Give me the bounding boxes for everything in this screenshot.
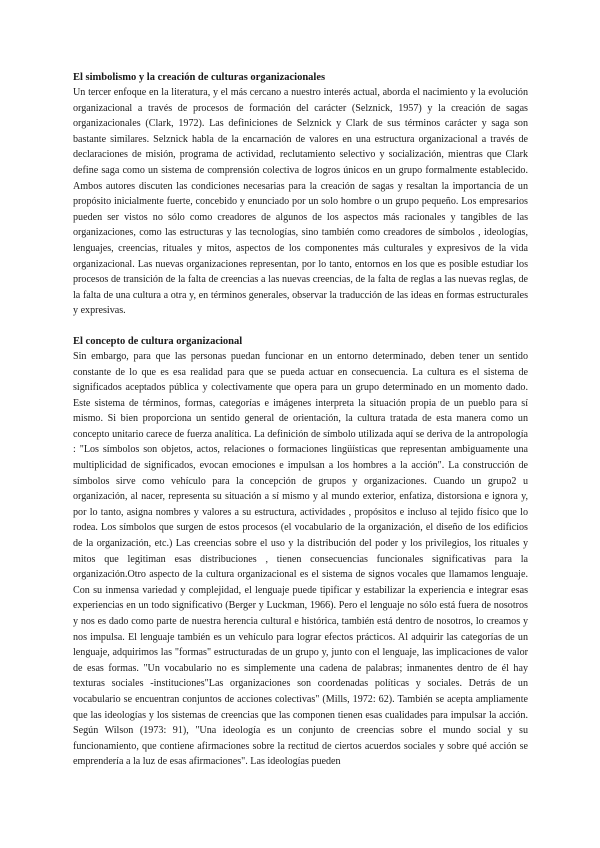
section-spacer xyxy=(73,319,528,334)
section-heading-culture-concept: El concepto de cultura organizacional xyxy=(73,335,243,347)
document-page xyxy=(73,70,528,770)
section-body-symbolism: Un tercer enfoque en la literatura, y el más cercano a nuestro interés actual, aborda el nacimiento y la evolución organizacional a través de procesos de formación del carácter (Selznick, 1957) y la creación de sagas organizacionales (Clark, 1972). Las definiciones de Selznick y Clark de sus términos carácter y saga son bastante similares. Selznick habla de la encarnación de valores en una estructura organizacional a través de declaraciones de misión, programa de actividad, reclutamiento selectivo y socialización, mientras que Clark define saga como un sistema de comprensión colectiva de logros únicos en un grupo formalmente establecido. Ambos autores discuten las condiciones necesarias para la creación de sagas y resaltan la importancia de un propósito inicialmente fuerte, concebido y enunciado por un solo hombre o un grupo pequeño. Los empresarios pueden ser vistos no sólo como creadores de algunos de los aspectos más racionales y tangibles de las organizaciones, como las estructuras y las tecnologías, sino también como creadores de símbolos , ideologías, lenguajes, creencias, rituales y mitos, aspectos de los componentes más culturales y expresivos de la vida organizacional. Las nuevas organizaciones representan, por lo tanto, entornos en los que es posible estudiar los procesos de transición de la falta de creencias a las nuevas creencias, de la falta de reglas a las nuevas reglas, de la falta de una cultura a otra y, en términos generales, observar la traducción de las ideas en formas estructurales y expresivas. xyxy=(73,87,528,317)
section-body-culture-concept: Sin embargo, para que las personas puedan funcionar en un entorno determinado, deben tener un sentido constante de lo que es esa realidad para que se pueda actuar en consecuencia. La cultura es el sistema de significados aceptados pública y colectivamente que opera para un grupo determinado en un momento dado. Este sistema de términos, formas, categorías e imágenes interpreta la situación propia de un pueblo para sí mismo. Si bien proporciona un sentido general de orientación, la cultura tratada de esta manera como un concepto unitario carece de fuerza analítica. La definición de símbolo utilizada aquí se deriva de la antropología : "Los símbolos son objetos, actos, relaciones o formaciones lingüísticas que representan ambiguamente una multiplicidad de significados, evocan emociones e impulsan a los hombres a la acción". La construcción de símbolos sirve como vehículo para la concepción de grupos y organizaciones. Cuando un grupo2 u organización, al nacer, representa su situación a sí mismo y al mundo exterior, enfatiza, distorsiona e ignora y, por lo tanto, asigna nombres y valores a su estructura, actividades , propósitos e incluso al tejido físico que lo rodea. Los símbolos que surgen de estos procesos (el vocabulario de la organización, el diseño de los edificios de la organización, etc.) Las creencias sobre el uso y la distribución del poder y los privilegios, los rituales y mitos que legitiman esas distribuciones , tienen consecuencias funcionales significativas para la organización.Otro aspecto de la cultura organizacional es el sistema de signos vocales que llamamos lenguaje. Con su inmensa variedad y complejidad, el lenguaje puede tipificar y estabilizar la experiencia e integrar esas experiencias en un todo significativo (Berger y Luckman, 1966). Pero el lenguaje no sólo está fuera de nosotros y nos es dado como parte de nuestra herencia cultural e histórica, también está dentro de nosotros, lo creamos y nos impulsa. El lenguaje también es un vehículo para lograr efectos prácticos. Al adquirir las categorías de un lenguaje, adquirimos las "formas" estructuradas de un grupo y, junto con el lenguaje, las implicaciones de valor de esas formas. "Un vocabulario no es simplemente una cadena de palabras; inmanentes dentro de él hay texturas sociales -instituciones"Las organizaciones son coordenadas políticas y sociales. Detrás de un vocabulario se encuentran conjuntos de acciones colectivas" (Mills, 1972: 62). También se acepta ampliamente que las ideologías y los sistemas de creencias que las componen tienen esas cualidades para impulsar la acción. Según Wilson (1973: 91), "Una ideología es un conjunto de creencias sobre el mundo social y su funcionamiento, que contiene afirmaciones sobre la rectitud de ciertos acuerdos sociales y sobre qué acción se emprendería a la luz de esas afirmaciones". Las ideologías pueden xyxy=(73,350,528,768)
section-heading-symbolism: El simbolismo y la creación de culturas organizacionales xyxy=(73,72,326,83)
